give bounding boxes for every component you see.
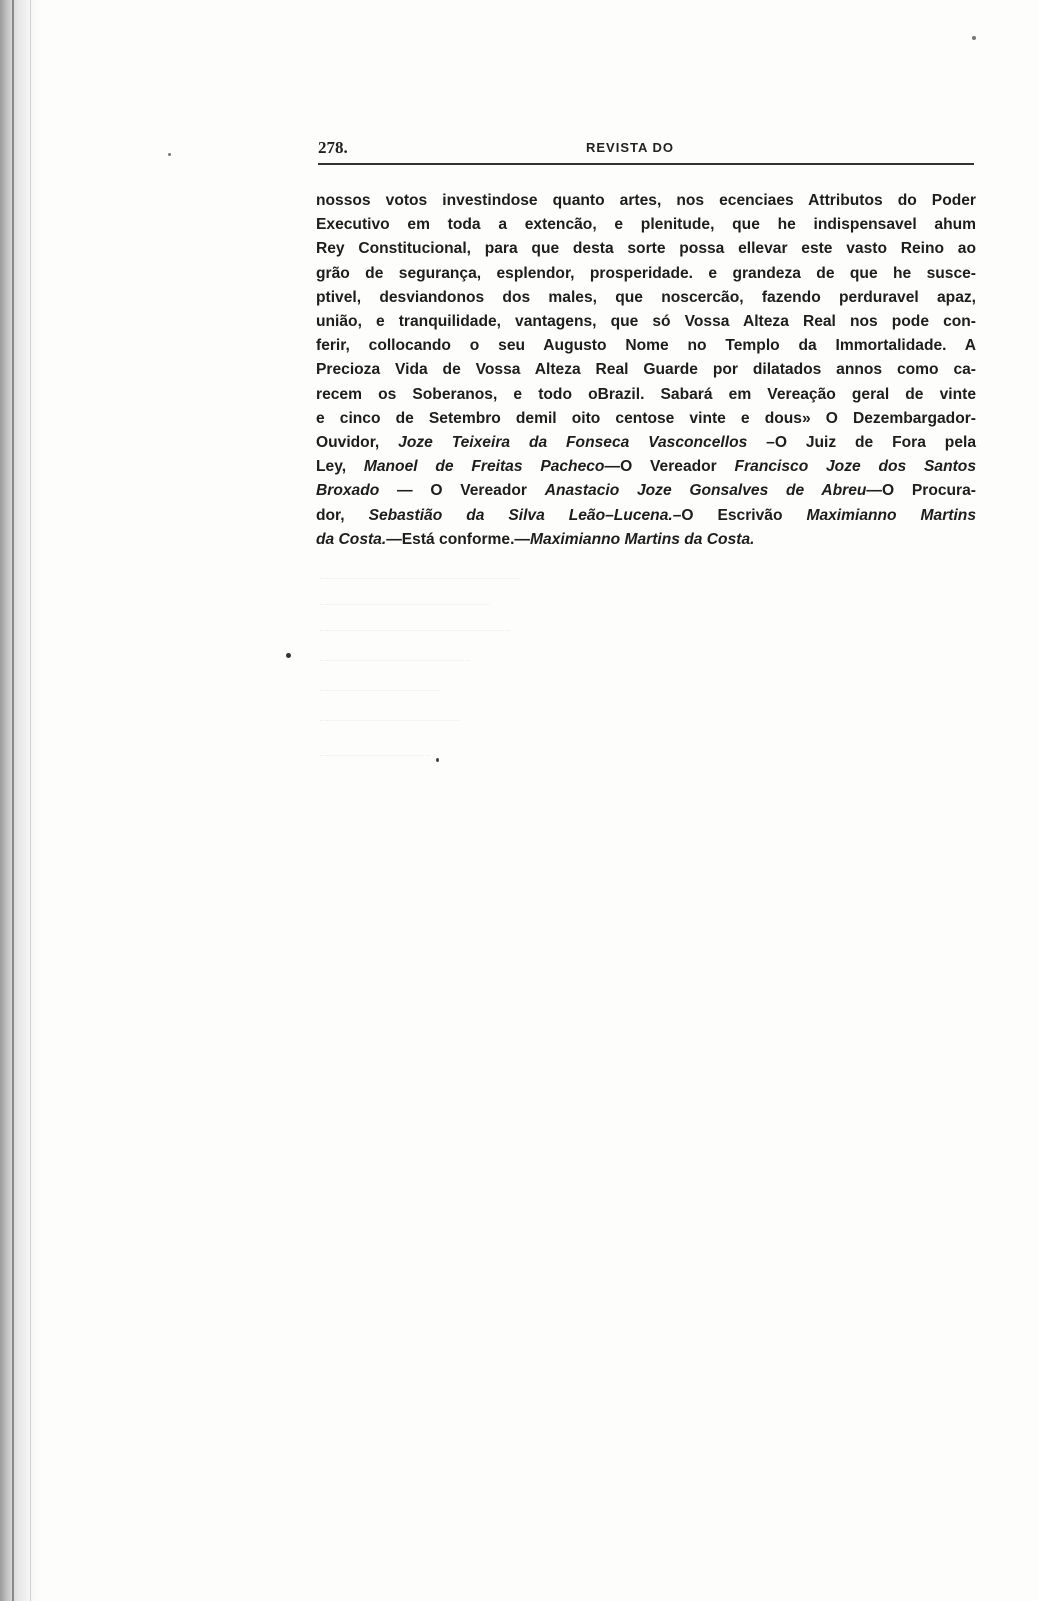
- text-line: Executivo em toda a extencão, e plenitude, que he indispensavel ahum: [316, 216, 976, 234]
- text-line-signatures-2: [316, 455, 976, 479]
- signature-name: Maximianno Martins da Costa.: [530, 530, 755, 548]
- signature-role: Ley,: [316, 458, 364, 476]
- header-rule: [318, 163, 974, 165]
- text-line: nossos votos investindose quanto artes, nos ecenciaes Attributos do Poder: [316, 192, 976, 209]
- running-head: REVISTA DO: [586, 140, 675, 155]
- show-through-mark: [320, 720, 460, 731]
- signature-role: –O Juiz de Fora pela: [747, 434, 976, 452]
- scan-speck: [286, 653, 291, 658]
- show-through-mark: [320, 604, 490, 615]
- text-line-signatures-3: [316, 479, 976, 503]
- signature-name: Maximianno Martins: [806, 506, 976, 524]
- signature-name: Joze Teixeira da Fonseca Vasconcellos: [398, 434, 748, 452]
- scan-speck: [168, 153, 171, 156]
- text-line: Precioza Vida de Vossa Alteza Real Guarde por dilatados annos como ca-: [316, 361, 976, 379]
- signature-name: Francisco Joze dos Santos: [734, 458, 976, 476]
- text-line-signatures-5: [316, 528, 976, 552]
- show-through-mark: [320, 630, 510, 641]
- scan-speck: [436, 758, 439, 762]
- show-through-mark: [320, 578, 520, 589]
- text-line: união, e tranquilidade, vantagens, que só Vossa Alteza Real nos pode con-: [316, 313, 976, 331]
- binding-edge-line-secondary: [30, 0, 31, 1601]
- scan-speck: [972, 36, 976, 40]
- show-through-mark: [320, 755, 430, 766]
- text-line: Rey Constitucional, para que desta sorte possa ellevar este vasto Reino ao: [316, 240, 976, 258]
- signature-name: Anastacio Joze Gonsalves de Abreu: [544, 482, 867, 500]
- text-line: recem os Soberanos, e todo oBrazil. Sabará em Vereação geral de vinte: [316, 385, 976, 403]
- signature-name: Sebastião da Silva Leão–Lucena.: [368, 506, 673, 524]
- binding-gutter: [0, 0, 40, 1601]
- page-header: [318, 138, 978, 162]
- signature-role: –O Escrivão: [672, 506, 807, 524]
- text-line-signatures-4: [316, 504, 976, 528]
- attestation: —Está conforme.—: [386, 530, 531, 548]
- signature-role: — O Vereador: [379, 482, 545, 500]
- signature-name: Broxado: [316, 482, 380, 500]
- show-through-mark: [320, 690, 440, 701]
- signature-name: Manoel de Freitas Pacheco: [363, 458, 605, 476]
- signature-role: dor,: [316, 506, 369, 524]
- signature-role: —O Procura-: [866, 482, 976, 500]
- page-number: 278.: [318, 138, 348, 157]
- text-line: e cinco de Setembro demil oito centose vinte e dous» O Dezembargador-: [316, 409, 976, 427]
- text-line: ptivel, desviandonos dos males, que noscercão, fazendo perduravel apaz,: [316, 288, 976, 306]
- text-line: grão de segurança, esplendor, prosperidade. e grandeza de que he susce-: [316, 264, 976, 282]
- signature-name: da Costa.: [316, 530, 387, 548]
- show-through-mark: [320, 660, 470, 671]
- binding-edge-line: [12, 0, 14, 1601]
- text-line-signatures-1: [316, 431, 976, 455]
- signature-role: Ouvidor,: [316, 434, 399, 452]
- body-paragraph: [316, 189, 976, 552]
- signature-role: —O Vereador: [604, 458, 735, 476]
- text-line: ferir, collocando o seu Augusto Nome no Templo da Immortalidade. A: [316, 337, 976, 355]
